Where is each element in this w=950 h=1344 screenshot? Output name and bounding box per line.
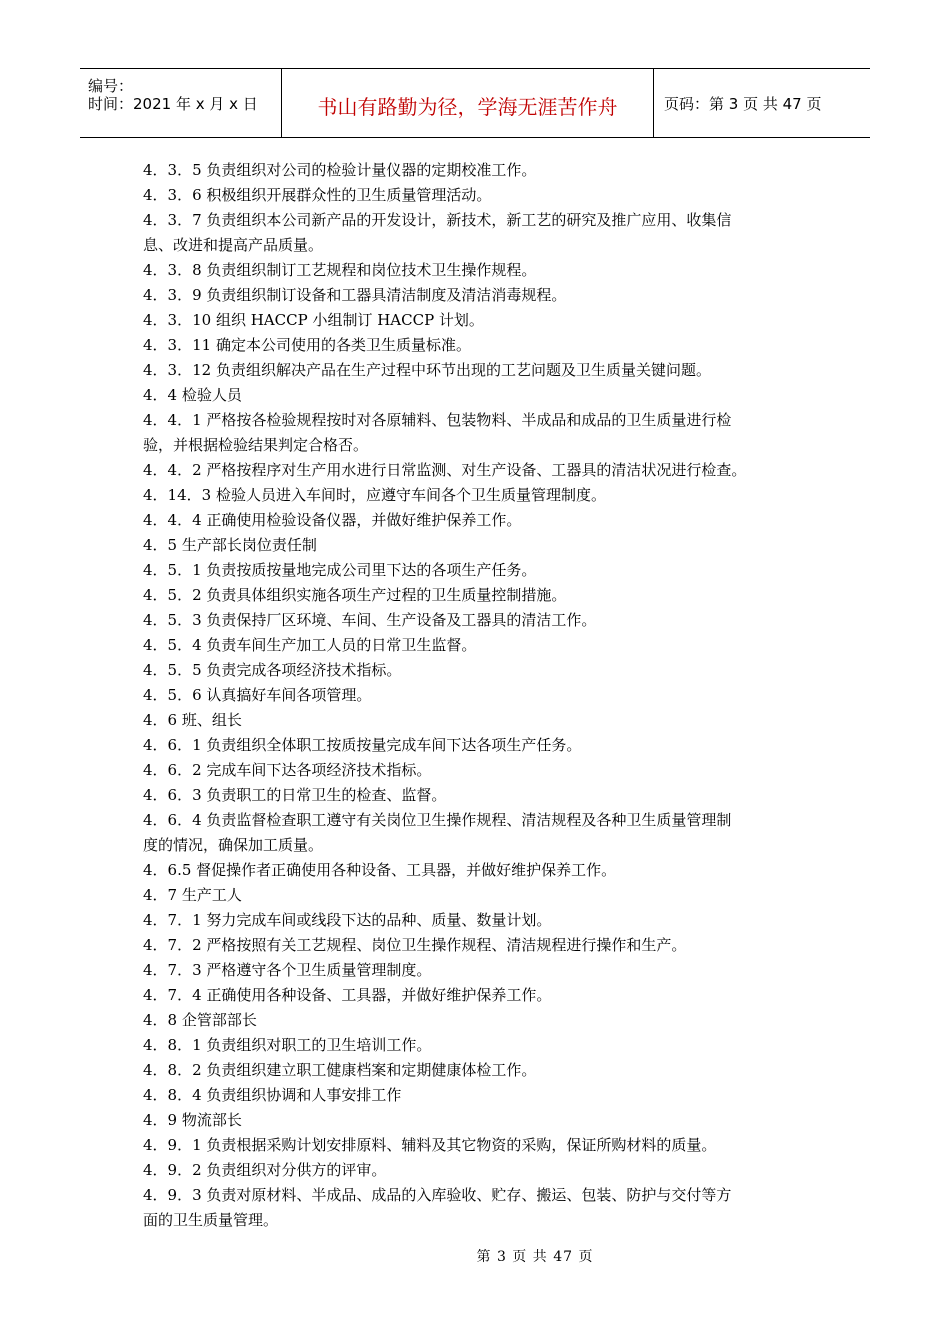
text-line: 4．14．3 检验人员进入车间时，应遵守车间各个卫生质量管理制度。 (143, 486, 606, 504)
text-line: 验，并根据检验结果判定合格否。 (143, 436, 369, 454)
text-line: 4．8．2 负责组织建立职工健康档案和定期健康体检工作。 (143, 1061, 537, 1079)
text-line: 4．9．2 负责组织对分供方的评审。 (143, 1161, 387, 1179)
text-line: 4．6 班、组长 (143, 711, 242, 729)
text-line: 4．9 物流部长 (143, 1111, 242, 1129)
text-line: 度的情况，确保加工质量。 (143, 836, 324, 854)
text-line: 4．4．2 严格按程序对生产用水进行日常监测、对生产设备、工器具的清洁状况进行检查。 (143, 461, 747, 479)
text-line: 4．3．8 负责组织制订工艺规程和岗位技术卫生操作规程。 (143, 261, 537, 279)
text-line: 4．4．1 严格按各检验规程按时对各原辅料、包装物料、半成品和成品的卫生质量进行检 (143, 411, 732, 429)
text-line: 4．3．9 负责组织制订设备和工器具清洁制度及清洁消毒规程。 (143, 286, 567, 304)
text-line: 4．3．11 确定本公司使用的各类卫生质量标准。 (143, 336, 471, 354)
text-line: 4．9．1 负责根据采购计划安排原料、辅料及其它物资的采购，保证所购材料的质量。 (143, 1136, 717, 1154)
footer-page-number: 第 3 页 共 47 页 (476, 1249, 594, 1265)
header-motto-cell (282, 69, 654, 137)
text-line: 面的卫生质量管理。 (143, 1211, 279, 1229)
time-label: 时间：2021 年 x 月 x 日 (88, 95, 258, 113)
text-line: 4．5．2 负责具体组织实施各项生产过程的卫生质量控制措施。 (143, 586, 567, 604)
text-line: 4．8 企管部部长 (143, 1011, 257, 1029)
header-meta-cell (80, 69, 282, 137)
text-line: 4．8．4 负责组织协调和人事安排工作 (143, 1086, 402, 1104)
text-line: 4．3．5 负责组织对公司的检验计量仪器的定期校准工作。 (143, 161, 537, 179)
motto-text: 书山有路勤为径，学海无涯苦作舟 (317, 95, 618, 119)
header-page-cell (654, 69, 870, 137)
page-label: 页码：第 3 页 共 47 页 (664, 95, 822, 113)
document-body (143, 158, 813, 1233)
text-line: 4．3．6 积极组织开展群众性的卫生质量管理活动。 (143, 186, 492, 204)
text-line: 4．9．3 负责对原材料、半成品、成品的入库验收、贮存、搬运、包装、防护与交付等方 (143, 1186, 732, 1204)
text-line: 4．6．3 负责职工的日常卫生的检查、监督。 (143, 786, 447, 804)
text-line: 4．3．12 负责组织解决产品在生产过程中环节出现的工艺问题及卫生质量关键问题。 (143, 361, 711, 379)
text-line: 4．5．5 负责完成各项经济技术指标。 (143, 661, 402, 679)
text-line: 4．7．3 严格遵守各个卫生质量管理制度。 (143, 961, 432, 979)
text-line: 4．7．2 严格按照有关工艺规程、岗位卫生操作规程、清洁规程进行操作和生产。 (143, 936, 687, 954)
text-line: 4．6.5 督促操作者正确使用各种设备、工具器，并做好维护保养工作。 (143, 861, 617, 879)
text-line: 4．6．4 负责监督检查职工遵守有关岗位卫生操作规程、清洁规程及各种卫生质量管理制 (143, 811, 732, 829)
text-line: 4．5 生产部长岗位责任制 (143, 536, 317, 554)
text-line: 4．7．1 努力完成车间或线段下达的品种、质量、数量计划。 (143, 911, 552, 929)
text-line: 息、改进和提高产品质量。 (143, 236, 324, 254)
text-line: 4．5．4 负责车间生产加工人员的日常卫生监督。 (143, 636, 477, 654)
text-line: 4．6．1 负责组织全体职工按质按量完成车间下达各项生产任务。 (143, 736, 582, 754)
text-line: 4．6．2 完成车间下达各项经济技术指标。 (143, 761, 432, 779)
text-line: 4．5．3 负责保持厂区环境、车间、生产设备及工器具的清洁工作。 (143, 611, 597, 629)
text-line: 4．7．4 正确使用各种设备、工具器，并做好维护保养工作。 (143, 986, 552, 1004)
text-line: 4．5．1 负责按质按量地完成公司里下达的各项生产任务。 (143, 561, 537, 579)
text-line: 4．8．1 负责组织对职工的卫生培训工作。 (143, 1036, 432, 1054)
text-line: 4．4．4 正确使用检验设备仪器，并做好维护保养工作。 (143, 511, 522, 529)
text-line: 4．3．10 组织 HACCP 小组制订 HACCP 计划。 (143, 311, 484, 329)
text-line: 4．7 生产工人 (143, 886, 242, 904)
number-label: 编号： (88, 77, 134, 95)
text-line: 4．3．7 负责组织本公司新产品的开发设计，新技术，新工艺的研究及推广应用、收集信 (143, 211, 732, 229)
text-line: 4．4 检验人员 (143, 386, 242, 404)
page-header (80, 68, 870, 138)
text-line: 4．5．6 认真搞好车间各项管理。 (143, 686, 372, 704)
page-footer (0, 1246, 950, 1266)
